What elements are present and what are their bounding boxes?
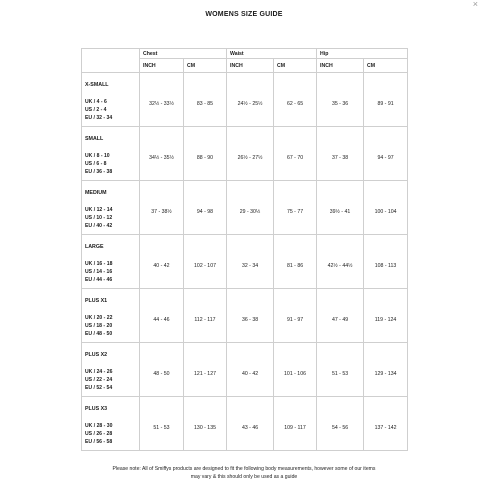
size-code: EU / 32 - 34 [85, 114, 113, 121]
size-name: X-SMALL [85, 81, 109, 88]
size-code: UK / 12 - 14 [85, 206, 113, 213]
size-code: UK / 24 - 26 [85, 368, 113, 375]
size-code: UK / 16 - 18 [85, 260, 113, 267]
measurement-cell: 101 - 106 [274, 343, 317, 397]
size-code: UK / 20 - 22 [85, 314, 113, 321]
size-code: UK / 8 - 10 [85, 152, 110, 159]
measurement-cell: 91 - 97 [274, 289, 317, 343]
measurement-cell: 89 - 91 [364, 73, 408, 127]
table-row [82, 397, 408, 451]
measurement-cell: 83 - 85 [184, 73, 227, 127]
measurement-cell: 62 - 65 [274, 73, 317, 127]
measurement-cell: 119 - 124 [364, 289, 408, 343]
header-chest: Chest [140, 49, 227, 59]
measurement-cell: 94 - 98 [184, 181, 227, 235]
size-cell [82, 235, 140, 289]
header-hip: Hip [317, 49, 408, 59]
size-cell [82, 289, 140, 343]
measurement-cell: 37 - 38½ [140, 181, 184, 235]
unit-header: INCH [140, 59, 184, 73]
unit-header: CM [274, 59, 317, 73]
note-line: may vary & this should only be used as a guide [190, 474, 298, 480]
measurement-cell: 40 - 42 [227, 343, 274, 397]
measurement-cell: 129 - 134 [364, 343, 408, 397]
table-row [82, 289, 408, 343]
size-code: US / 10 - 12 [85, 214, 113, 221]
note-line: Please note: All of Smiffys products are designed to fit the following body measurements, however some of our items [112, 466, 376, 472]
size-code: US / 6 - 8 [85, 160, 107, 167]
measurement-cell: 51 - 53 [140, 397, 184, 451]
table-row [82, 343, 408, 397]
size-name: PLUS X3 [85, 405, 108, 412]
table-row [82, 181, 408, 235]
measurement-cell: 81 - 86 [274, 235, 317, 289]
unit-header: CM [364, 59, 408, 73]
measurement-cell: 40 - 42 [140, 235, 184, 289]
unit-header: INCH [317, 59, 364, 73]
header-waist: Waist [227, 49, 317, 59]
size-name: SMALL [85, 135, 104, 142]
measurement-cell: 29 - 30½ [227, 181, 274, 235]
size-code: EU / 40 - 42 [85, 222, 113, 229]
disclaimer-note [0, 465, 488, 481]
measurement-cell: 100 - 104 [364, 181, 408, 235]
table-row [82, 127, 408, 181]
size-cell [82, 181, 140, 235]
size-name: LARGE [85, 243, 104, 250]
measurement-cell: 36 - 38 [227, 289, 274, 343]
size-cell [82, 343, 140, 397]
unit-header: INCH [227, 59, 274, 73]
measurement-cell: 42½ - 44½ [317, 235, 364, 289]
measurement-cell: 34½ - 35½ [140, 127, 184, 181]
size-code: US / 14 - 16 [85, 268, 113, 275]
size-code: EU / 52 - 54 [85, 384, 113, 391]
unit-header: CM [184, 59, 227, 73]
table-row [82, 235, 408, 289]
measurement-cell: 88 - 90 [184, 127, 227, 181]
measurement-cell: 137 - 142 [364, 397, 408, 451]
size-cell [82, 397, 140, 451]
size-code: UK / 28 - 30 [85, 422, 113, 429]
size-code: US / 22 - 24 [85, 376, 113, 383]
measurement-cell: 75 - 77 [274, 181, 317, 235]
measurement-cell: 37 - 38 [317, 127, 364, 181]
table-row [82, 73, 408, 127]
measurement-cell: 47 - 49 [317, 289, 364, 343]
close-icon[interactable]: × [472, 0, 478, 9]
measurement-cell: 94 - 97 [364, 127, 408, 181]
size-code: US / 2 - 4 [85, 106, 107, 113]
size-guide-table [81, 48, 408, 451]
size-code: EU / 56 - 58 [85, 438, 113, 445]
measurement-cell: 130 - 135 [184, 397, 227, 451]
page-title: WOMENS SIZE GUIDE [205, 11, 283, 18]
size-code: EU / 48 - 50 [85, 330, 113, 337]
measurement-header-row [82, 49, 408, 59]
measurement-cell: 54 - 56 [317, 397, 364, 451]
measurement-cell: 108 - 113 [364, 235, 408, 289]
size-cell [82, 127, 140, 181]
measurement-cell: 112 - 117 [184, 289, 227, 343]
measurement-cell: 24½ - 25½ [227, 73, 274, 127]
size-code: US / 18 - 20 [85, 322, 113, 329]
measurement-cell: 32 - 34 [227, 235, 274, 289]
size-name: PLUS X2 [85, 351, 108, 358]
measurement-cell: 35 - 36 [317, 73, 364, 127]
size-code: EU / 36 - 38 [85, 168, 113, 175]
measurement-cell: 39½ - 41 [317, 181, 364, 235]
measurement-cell: 51 - 53 [317, 343, 364, 397]
size-code: UK / 4 - 6 [85, 98, 107, 105]
measurement-cell: 44 - 46 [140, 289, 184, 343]
measurement-cell: 109 - 117 [274, 397, 317, 451]
size-cell [82, 73, 140, 127]
measurement-cell: 48 - 50 [140, 343, 184, 397]
measurement-cell: 121 - 127 [184, 343, 227, 397]
size-code: EU / 44 - 46 [85, 276, 113, 283]
header-corner [82, 49, 140, 73]
measurement-cell: 102 - 107 [184, 235, 227, 289]
measurement-cell: 26½ - 27½ [227, 127, 274, 181]
size-name: MEDIUM [85, 189, 107, 196]
size-code: US / 26 - 28 [85, 430, 113, 437]
size-rows [82, 73, 408, 451]
measurement-cell: 67 - 70 [274, 127, 317, 181]
measurement-cell: 32½ - 33½ [140, 73, 184, 127]
measurement-cell: 43 - 46 [227, 397, 274, 451]
size-name: PLUS X1 [85, 297, 108, 304]
